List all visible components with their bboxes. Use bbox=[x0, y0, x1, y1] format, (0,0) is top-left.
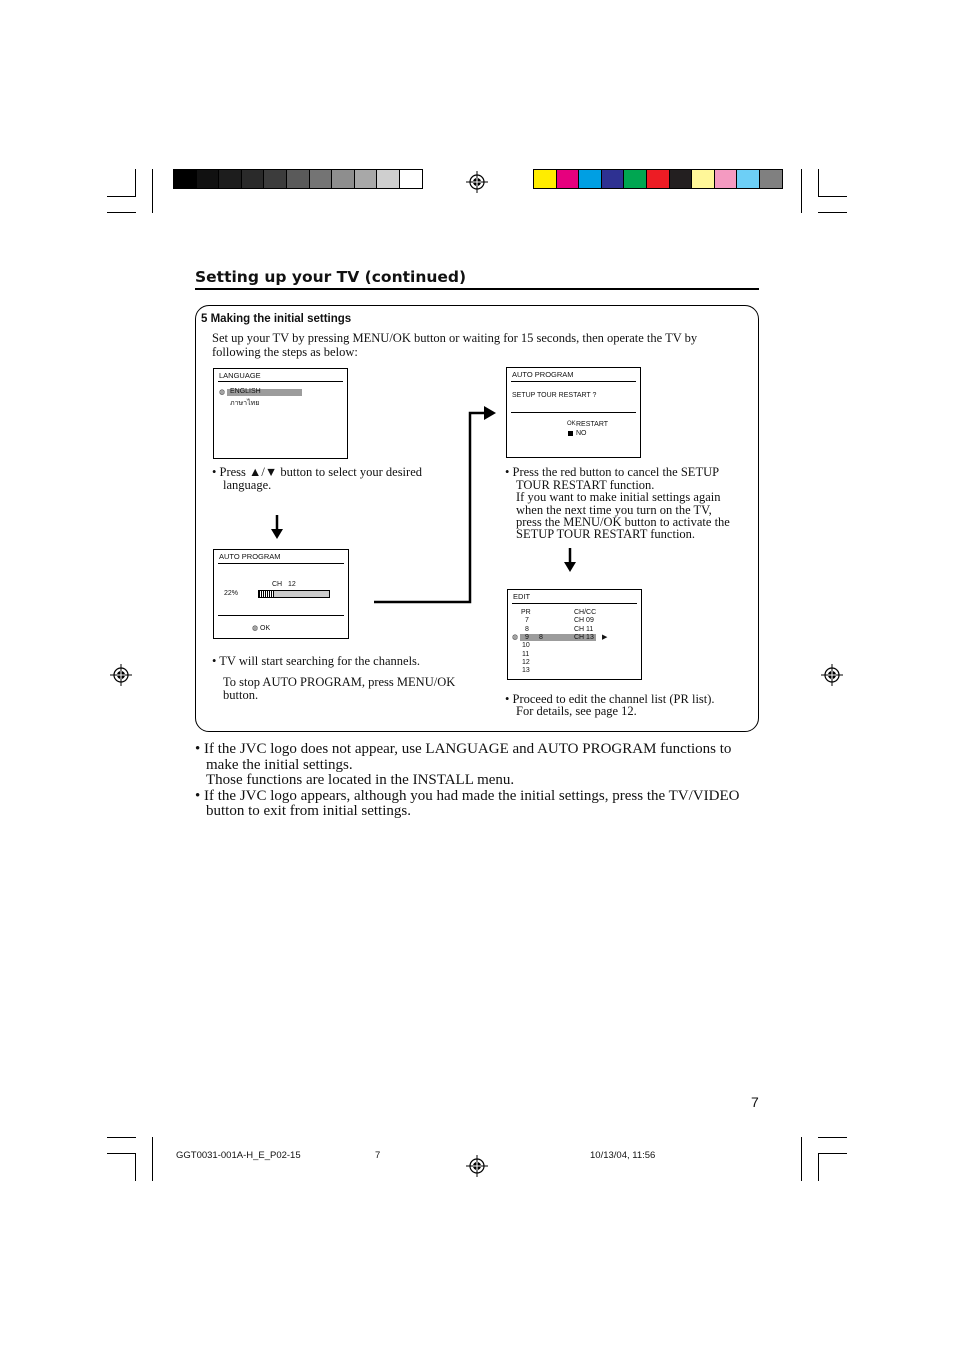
color-swatch bbox=[263, 169, 287, 189]
caption: • Proceed to edit the channel list (PR list). bbox=[505, 692, 715, 706]
page-title: Setting up your TV (continued) bbox=[195, 268, 467, 286]
color-swatch bbox=[196, 169, 220, 189]
note-text: button to exit from initial settings. bbox=[206, 803, 411, 819]
color-swatch bbox=[533, 169, 557, 189]
color-swatch bbox=[241, 169, 265, 189]
color-swatch bbox=[331, 169, 355, 189]
crop-mark bbox=[107, 212, 136, 213]
auto-program-screen bbox=[213, 549, 349, 639]
crop-mark bbox=[818, 196, 847, 197]
registration-target-icon bbox=[466, 171, 488, 193]
crop-mark bbox=[135, 1153, 136, 1181]
color-swatch bbox=[218, 169, 242, 189]
mid-value: 8 bbox=[539, 634, 543, 641]
color-swatch bbox=[759, 169, 783, 189]
column-header-ch: CH/CC bbox=[574, 609, 597, 616]
color-swatch bbox=[691, 169, 715, 189]
language-screen bbox=[213, 368, 348, 459]
caption: If you want to make initial settings again bbox=[516, 490, 721, 504]
registration-target-icon bbox=[466, 1155, 488, 1177]
pr-number: 10 bbox=[522, 642, 530, 649]
language-option[interactable]: ENGLISH bbox=[230, 388, 261, 395]
crop-mark bbox=[818, 169, 819, 197]
footer-date: 10/13/04, 11:56 bbox=[590, 1150, 656, 1161]
crop-mark bbox=[107, 1153, 136, 1154]
down-arrow-icon bbox=[270, 515, 284, 540]
progress-bar bbox=[258, 590, 330, 598]
stop-icon bbox=[568, 431, 573, 436]
setup-tour-screen bbox=[506, 367, 641, 458]
crop-mark bbox=[818, 1153, 819, 1181]
intro-text: Set up your TV by pressing MENU/OK button or waiting for 15 seconds, then operate the TV by bbox=[212, 331, 698, 345]
screen-title: LANGUAGE bbox=[219, 371, 261, 380]
channel-value: CH 11 bbox=[574, 626, 594, 633]
registration-target-icon bbox=[821, 664, 843, 686]
channel-value: CH 13 bbox=[574, 634, 594, 641]
divider bbox=[512, 603, 637, 604]
caption: TOUR RESTART function. bbox=[516, 478, 655, 492]
down-arrow-icon bbox=[563, 548, 577, 573]
pr-number: 8 bbox=[525, 626, 529, 633]
color-swatch bbox=[601, 169, 625, 189]
caption: • TV will start searching for the channels. bbox=[212, 654, 421, 668]
selector-icon: ◍ bbox=[219, 389, 226, 396]
crop-mark bbox=[107, 196, 136, 197]
pr-number: 13 bbox=[522, 667, 530, 674]
flow-arrow bbox=[373, 403, 498, 605]
caption: For details, see page 12. bbox=[516, 704, 637, 718]
color-swatch bbox=[286, 169, 310, 189]
caption: SETUP TOUR RESTART function. bbox=[516, 527, 696, 541]
footer-page: 7 bbox=[375, 1150, 381, 1161]
no-option[interactable]: NO bbox=[576, 430, 587, 437]
divider bbox=[218, 563, 344, 564]
color-swatch bbox=[646, 169, 670, 189]
color-swatch bbox=[173, 169, 197, 189]
crop-mark bbox=[818, 1137, 847, 1138]
caption: press the MENU/OK button to activate the bbox=[516, 515, 730, 529]
ok-icon: ◍ bbox=[252, 625, 259, 632]
note-text: • If the JVC logo does not appear, use LANGUAGE and AUTO PROGRAM functions to bbox=[195, 741, 732, 757]
ok-icon: OK bbox=[567, 421, 576, 427]
pr-number: 11 bbox=[522, 651, 530, 658]
color-swatch bbox=[623, 169, 647, 189]
crop-mark bbox=[107, 1137, 136, 1138]
crop-mark bbox=[801, 1137, 802, 1181]
channel-value: CH 09 bbox=[574, 617, 594, 624]
screen-title: EDIT bbox=[513, 592, 531, 601]
divider bbox=[218, 381, 343, 382]
question-text: SETUP TOUR RESTART ? bbox=[512, 392, 597, 399]
crop-mark bbox=[818, 212, 847, 213]
divider bbox=[511, 381, 636, 382]
caption: when the next time you turn on the TV, bbox=[516, 503, 712, 517]
crop-mark bbox=[135, 169, 136, 197]
column-header-pr: PR bbox=[521, 609, 531, 616]
screen-title: AUTO PROGRAM bbox=[219, 552, 281, 561]
crop-mark bbox=[801, 169, 802, 213]
pr-number: 9 bbox=[525, 634, 529, 641]
caption: button. bbox=[223, 688, 259, 702]
caption: • Press ▲/▼ button to select your desired bbox=[212, 465, 422, 479]
note-text: • If the JVC logo appears, although you had made the initial settings, press the TV/VIDEO bbox=[195, 788, 740, 804]
language-option[interactable]: ภาษาไทย bbox=[230, 400, 260, 407]
title-rule bbox=[195, 288, 759, 290]
right-arrow-icon: ▶ bbox=[602, 634, 608, 641]
selector-icon: ◍ bbox=[512, 634, 519, 641]
caption: language. bbox=[223, 478, 272, 492]
note-text: make the initial settings. bbox=[206, 757, 353, 773]
section-heading: 5 Making the initial settings bbox=[201, 313, 352, 325]
screen-title: AUTO PROGRAM bbox=[512, 370, 574, 379]
crop-mark bbox=[152, 169, 153, 213]
color-swatch bbox=[736, 169, 760, 189]
color-swatch bbox=[578, 169, 602, 189]
edit-screen bbox=[507, 589, 642, 680]
divider bbox=[218, 615, 344, 616]
color-swatch bbox=[354, 169, 378, 189]
channel-label: CH 12 bbox=[272, 581, 296, 588]
page-number: 7 bbox=[751, 1094, 759, 1110]
restart-option[interactable]: RESTART bbox=[576, 421, 609, 428]
progress-percent: 22% bbox=[224, 590, 239, 597]
color-swatch bbox=[376, 169, 400, 189]
divider bbox=[511, 412, 636, 413]
color-swatch bbox=[669, 169, 693, 189]
progress-fill bbox=[259, 591, 274, 597]
caption: • Press the red button to cancel the SETUP bbox=[505, 465, 720, 479]
crop-mark bbox=[152, 1137, 153, 1181]
footer-filename: GGT0031-001A-H_E_P02-15 bbox=[176, 1150, 301, 1161]
ok-label: OK bbox=[260, 625, 271, 632]
color-swatch bbox=[714, 169, 738, 189]
pr-number: 7 bbox=[525, 617, 529, 624]
caption: To stop AUTO PROGRAM, press MENU/OK bbox=[223, 675, 456, 689]
note-text: Those functions are located in the INSTALL menu. bbox=[206, 772, 515, 788]
color-swatch bbox=[399, 169, 423, 189]
registration-target-icon bbox=[110, 664, 132, 686]
crop-mark bbox=[818, 1153, 847, 1154]
intro-text: following the steps as below: bbox=[212, 345, 358, 359]
pr-number: 12 bbox=[522, 659, 530, 666]
color-swatch bbox=[309, 169, 333, 189]
color-swatch bbox=[556, 169, 580, 189]
